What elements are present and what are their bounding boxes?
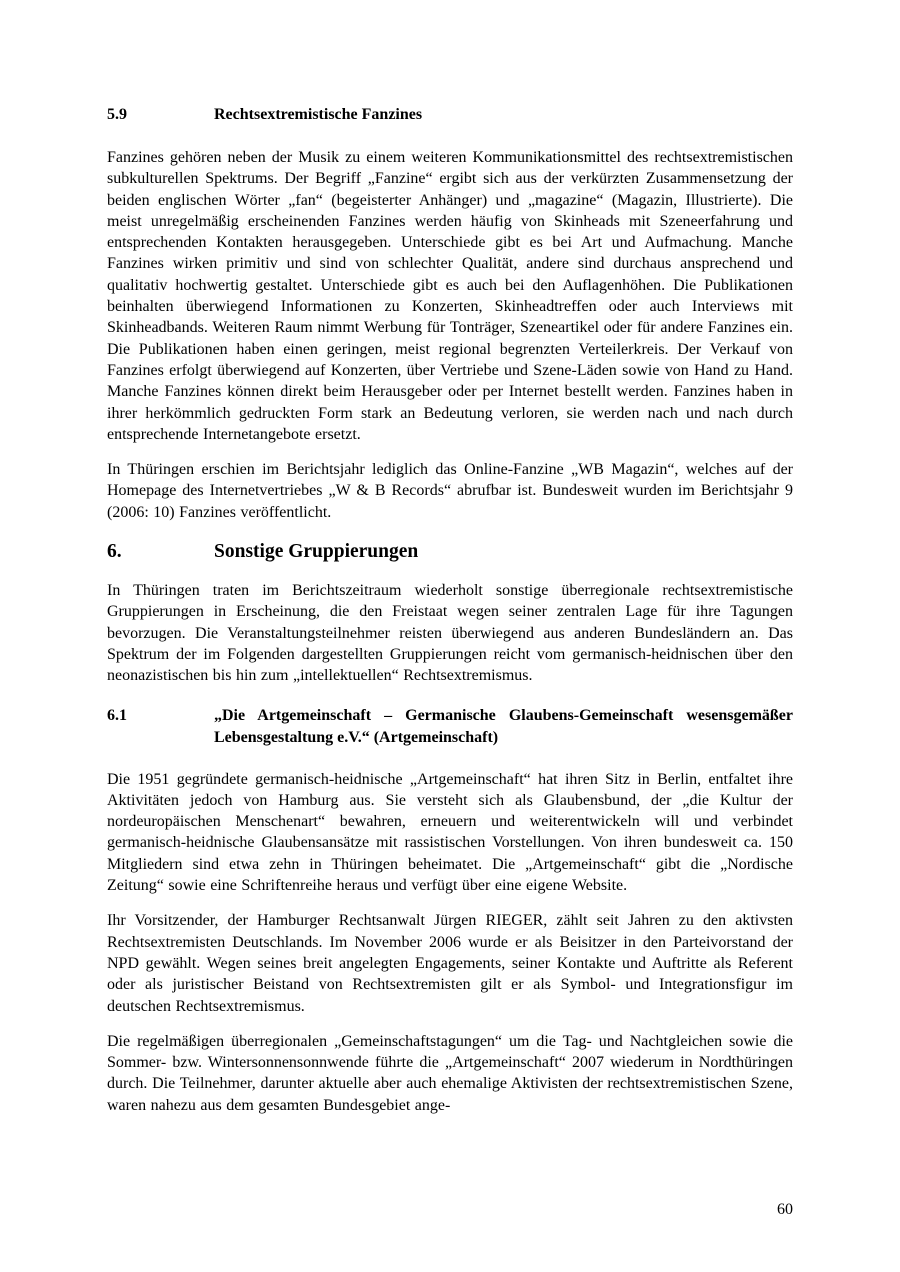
section-title-6-1: „Die Artgemeinschaft – Germanische Glaubens-Gemeinschaft wesensgemäßer Lebensgestaltung e.V.“ (Artgemeinschaft) <box>214 706 793 746</box>
paragraph-fanzines-1: Fanzines gehören neben der Musik zu einem weiteren Kommunikationsmittel des rechtsextremistischen subkulturellen Spektrums. Der Begriff „Fanzine“ ergibt sich aus der verkürzten Zusammensetzung der beiden englischen Wörter „fan“ (begeisterter Anhänger) und „magazine“ (Magazin, Illustrierte). Die meist unregelmäßig erscheinenden Fanzines werden häufig von Skinheads mit Szeneerfahrung und entsprechenden Kontakten herausgegeben. Unterschiede gibt es bei Art und Aufmachung. Manche Fanzines wirken primitiv und sind von schlechter Qualität, andere sind durchaus ansprechend und qualitativ hochwertig gestaltet. Unterschiede gibt es auch bei den Auflagenhöhen. Die Publikationen beinhalten überwiegend Informationen zu Konzerten, Skinheadtreffen oder auch Interviews mit Skinheadbands. Weiteren Raum nimmt Werbung für Tonträger, Szeneartikel oder für andere Fanzines ein. Die Publikationen haben einen geringen, meist regional begrenzten Verteilerkreis. Der Verkauf von Fanzines erfolgt überwiegend auf Konzerten, über Vertriebe und Szene-Läden sowie von Hand zu Hand. Manche Fanzines können direkt beim Herausgeber oder per Internet bestellt werden. Fanzines haben in ihrer herkömmlich gedruckten Form stark an Bedeutung verloren, sie werden nach und nach durch entsprechende Internetangebote ersetzt. <box>107 149 793 443</box>
section-heading-6-1 <box>107 705 793 749</box>
paragraph-artgemeinschaft-2: Ihr Vorsitzender, der Hamburger Rechtsanwalt Jürgen RIEGER, zählt seit Jahren zu den aktivsten Rechtsextremisten Deutschlands. Im November 2006 wurde er als Beisitzer in den Parteivorstand der NPD gewählt. Wegen seines breit angelegten Engagements, seiner Kontakte und Auftritte als Referent oder als juristischer Beistand von Rechtsextremisten gilt er als Symbol- und Integrationsfigur im deutschen Rechtsextremismus. <box>107 912 793 1015</box>
page-number: 60 <box>777 1200 793 1218</box>
section-title-5-9: Rechtsextremistische Fanzines <box>214 106 423 123</box>
paragraph-artgemeinschaft-1: Die 1951 gegründete germanisch-heidnische „Artgemeinschaft“ hat ihren Sitz in Berlin, entfaltet ihre Aktivitäten jedoch von Hamburg aus. Sie versteht sich als Glaubensbund, der „die Kultur der nordeuropäischen Menschenart“ bewahren, erneuern und weiterentwickeln will und verbindet germanisch-heidnische Glaubensansätze mit rassistischen Vorstellungen. Von ihren bundesweit ca. 150 Mitgliedern sind etwa zehn in Thüringen beheimatet. Die „Artgemeinschaft“ gibt die „Nordische Zeitung“ sowie eine Schriftenreihe heraus und verfügt über eine eigene Website. <box>107 770 793 895</box>
section-heading-5-9 <box>107 104 793 126</box>
chapter-number-6: 6. <box>107 541 122 563</box>
paragraph-6-intro: In Thüringen traten im Berichtszeitraum wiederholt sonstige überregionale rechtsextremistische Gruppierungen in Erscheinung, die den Freistaat wegen seiner zentralen Lage für ihre Tagungen bevorzugen. Die Veranstaltungsteilnehmer reisten überwiegend aus anderen Bundesländern an. Das Spektrum der im Folgenden dargestellten Gruppierungen reicht vom germanisch-heidnischen über den neonazistischen bis hin zum „intellektuellen“ Rechtsextremismus. <box>107 582 793 685</box>
paragraph-artgemeinschaft-3: Die regelmäßigen überregionalen „Gemeinschaftstagungen“ um die Tag- und Nachtgleichen sowie die Sommer- bzw. Wintersonnensonnwende führte die „Artgemeinschaft“ 2007 wiederum in Nordthüringen durch. Die Teilnehmer, darunter aktuelle aber auch ehemalige Aktivisten der rechtsextremistischen Szene, waren nahezu aus dem gesamten Bundesgebiet ange- <box>107 1032 793 1114</box>
section-number-5-9: 5.9 <box>107 106 127 123</box>
chapter-title-6: Sonstige Gruppierungen <box>214 541 419 563</box>
page-content <box>107 104 793 1130</box>
section-number-6-1: 6.1 <box>107 706 127 724</box>
paragraph-fanzines-2: In Thüringen erschien im Berichtsjahr lediglich das Online-Fanzine „WB Magazin“, welches auf der Homepage des Internetvertriebes „W & B Records“ abrufbar ist. Bundesweit wurden im Berichtsjahr 9 (2006: 10) Fanzines veröffentlicht. <box>107 461 793 521</box>
chapter-heading-6 <box>107 539 793 565</box>
